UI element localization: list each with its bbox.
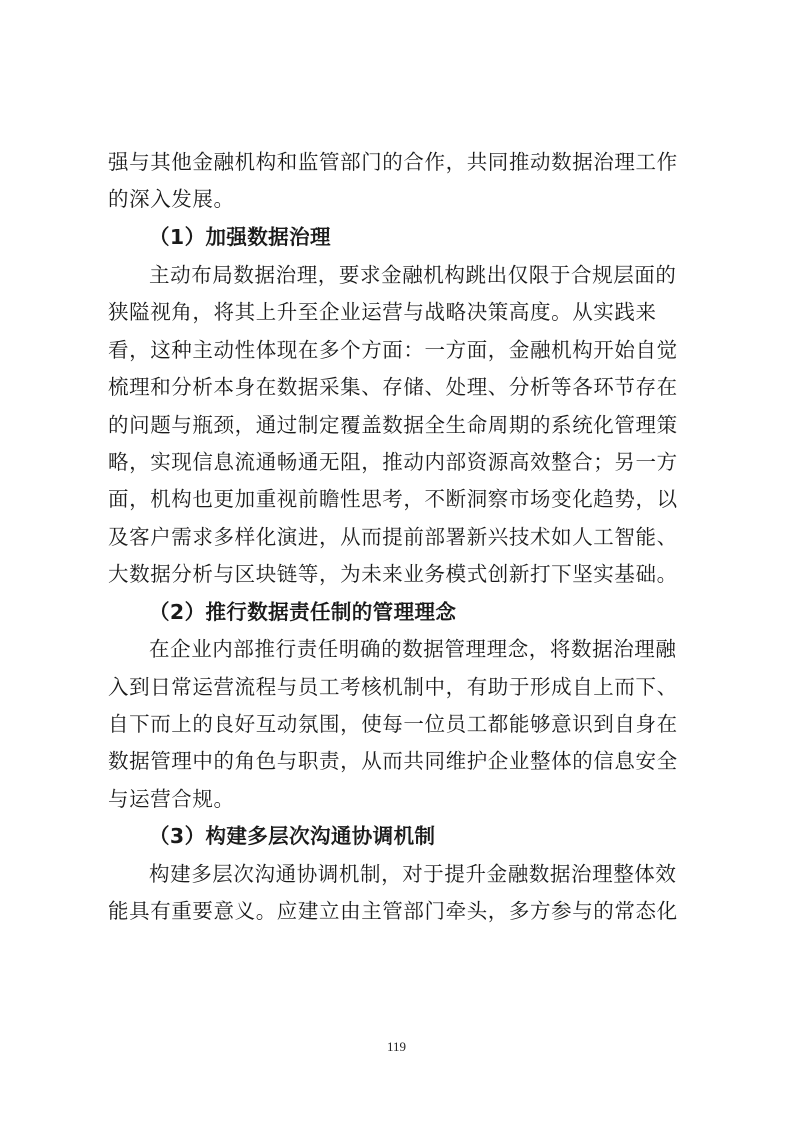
paragraph-line: 略，实现信息流通畅通无阻，推动内部资源高效整合；另一方 — [108, 450, 678, 474]
paragraph-line: 在企业内部推行责任明确的数据管理理念，将数据治理融 — [149, 637, 677, 661]
paragraph-line: 的问题与瓶颈，通过制定覆盖数据全生命周期的系统化管理策 — [108, 413, 678, 437]
paragraph-line: 及客户需求多样化演进，从而提前部署新兴技术如人工智能、 — [108, 525, 678, 549]
paragraph-line: 能具有重要意义。应建立由主管部门牵头，多方参与的常态化 — [108, 899, 678, 923]
paragraph-line: 强与其他金融机构和监管部门的合作，共同推动数据治理工作 — [108, 150, 678, 174]
paragraph-line: 自下而上的良好互动氛围，使每一位员工都能够意识到自身在 — [108, 712, 678, 736]
paragraph-line: 数据管理中的角色与职责，从而共同维护企业整体的信息安全 — [108, 749, 678, 773]
page-number: 119 — [386, 1039, 407, 1054]
paragraph-line: 的深入发展。 — [108, 187, 235, 211]
paragraph-line: 构建多层次沟通协调机制，对于提升金融数据治理整体效 — [149, 862, 677, 886]
paragraph-line: 大数据分析与区块链等，为未来业务模式创新打下坚实基础。 — [108, 562, 678, 586]
section-heading-3: （3）构建多层次沟通协调机制 — [149, 824, 436, 848]
paragraph-line: 入到日常运营流程与员工考核机制中，有助于形成自上而下、 — [108, 675, 678, 699]
paragraph-line: 梳理和分析本身在数据采集、存储、处理、分析等各环节存在 — [108, 375, 678, 399]
paragraph-line: 看，这种主动性体现在多个方面：一方面，金融机构开始自觉 — [108, 338, 678, 362]
paragraph-line: 与运营合规。 — [108, 787, 235, 811]
section-heading-2: （2）推行数据责任制的管理理念 — [149, 600, 457, 624]
paragraph-line: 狭隘视角，将其上升至企业运营与战略决策高度。从实践来 — [108, 300, 657, 324]
paragraph-line: 面，机构也更加重视前瞻性思考，不断洞察市场变化趋势，以 — [108, 487, 678, 511]
section-heading-1: （1）加强数据治理 — [149, 225, 331, 249]
paragraph-line: 主动布局数据治理，要求金融机构跳出仅限于合规层面的 — [149, 263, 677, 287]
